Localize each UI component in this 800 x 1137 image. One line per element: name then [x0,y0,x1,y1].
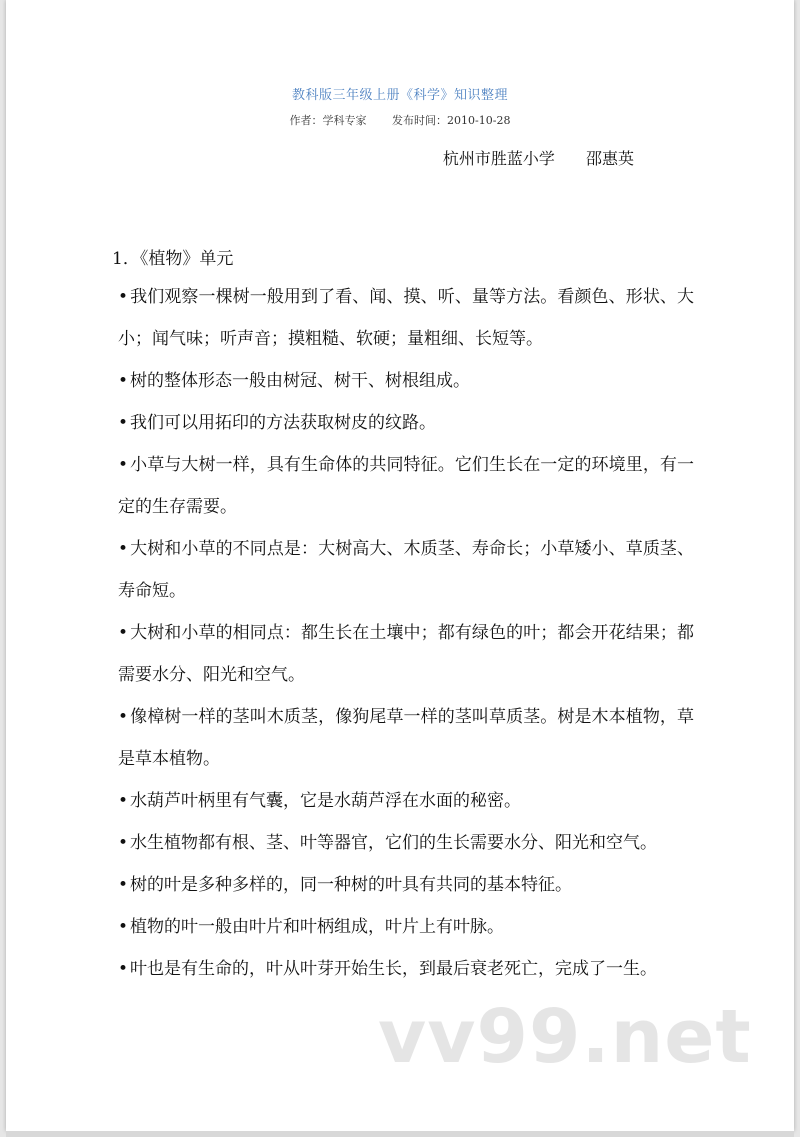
bullet-icon: • [118,287,129,307]
content-body [118,276,694,990]
bullet-icon: • [118,917,129,937]
document-page [6,0,794,1131]
document-title: 教科版三年级上册《科学》知识整理 [291,88,508,103]
paragraph-text: 水生植物都有根、茎、叶等器官，它们的生长需要水分、阳光和空气。 [130,833,658,853]
school-line [443,146,634,169]
bullet-icon: • [118,959,129,979]
paragraph-text: 叶也是有生命的，叶从叶芽开始生长，到最后衰老死亡，完成了一生。 [130,959,658,979]
section-heading: 1．《植物》单元 [112,249,234,269]
page-bottom-edge [6,1131,794,1137]
paragraph [118,948,694,990]
teacher-name: 邵惠英 [585,149,634,168]
bullet-icon: • [118,791,129,811]
paragraph [118,780,694,822]
paragraph-text: 植物的叶一般由叶片和叶柄组成，叶片上有叶脉。 [130,917,505,937]
school-name: 杭州市胜蓝小学 [442,149,555,168]
bullet-icon: • [118,539,129,559]
paragraph [118,906,694,948]
paragraph [118,276,694,360]
paragraph-text: 我们观察一棵树一般用到了看、闻、摸、听、量等方法。看颜色、形状、大小；闻气味；听声音；摸粗糙、软硬；量粗细、长短等。 [118,287,694,349]
paragraph [118,696,694,780]
paragraph-text: 小草与大树一样，具有生命体的共同特征。它们生长在一定的环境里，有一定的生存需要。 [118,455,694,517]
paragraph [118,864,694,906]
paragraph [118,822,694,864]
bullet-icon: • [118,371,129,391]
document-meta [6,112,794,128]
paragraph-text: 像樟树一样的茎叫木质茎，像狗尾草一样的茎叫草质茎。树是木本植物，草是草本植物。 [118,707,694,769]
bullet-icon: • [118,455,129,475]
watermark-text: vv99.net [378,994,752,1080]
publish-date-label: 发布时间：2010-10-28 [392,114,511,127]
paragraph-text: 大树和小草的相同点：都生长在土壤中；都有绿色的叶；都会开花结果；都需要水分、阳光和空气。 [118,623,694,685]
bullet-icon: • [118,875,129,895]
paragraph-text: 水葫芦叶柄里有气囊，它是水葫芦浮在水面的秘密。 [130,791,522,811]
paragraph-text: 大树和小草的不同点是：大树高大、木质茎、寿命长；小草矮小、草质茎、寿命短。 [118,539,694,601]
paragraph-text: 树的整体形态一般由树冠、树干、树根组成。 [130,371,471,391]
paragraph [118,444,694,528]
bullet-icon: • [118,623,129,643]
paragraph [118,612,694,696]
paragraph [118,360,694,402]
paragraph [118,528,694,612]
paragraph-text: 树的叶是多种多样的，同一种树的叶具有共同的基本特征。 [130,875,573,895]
bullet-icon: • [118,413,129,433]
paragraph-text: 我们可以用拓印的方法获取树皮的纹路。 [130,413,437,433]
bullet-icon: • [118,707,129,727]
author-label: 作者：学科专家 [289,114,367,127]
bullet-icon: • [118,833,129,853]
paragraph [118,402,694,444]
